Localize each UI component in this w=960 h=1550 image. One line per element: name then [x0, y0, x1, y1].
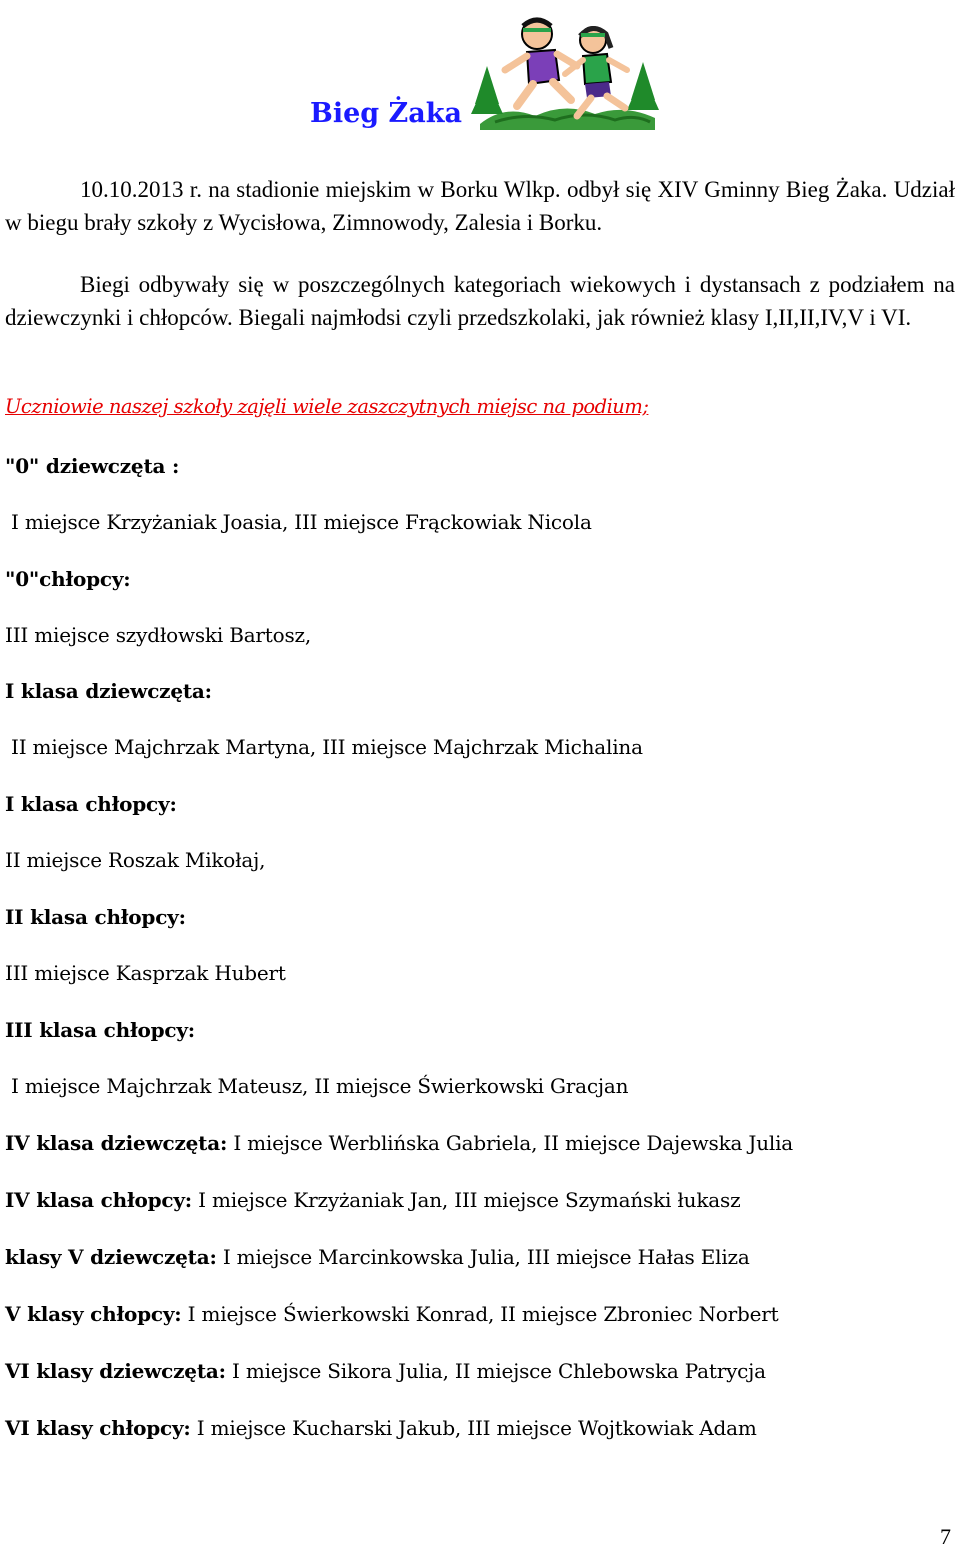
result-text: II miejsce Roszak Mikołaj, [5, 848, 266, 872]
result-text: I miejsce Sikora Julia, II miejsce Chlebowska Patrycja [225, 1359, 766, 1383]
result-text: I miejsce Marcinkowska Julia, III miejsce Hałas Eliza [216, 1245, 750, 1269]
result-text: I miejsce Werblińska Gabriela, II miejsce Dajewska Julia [227, 1131, 794, 1155]
results-subheading: Uczniowie naszej szkoły zajęli wiele zaszczytnych miejsc na podium; [5, 395, 649, 418]
intro-paragraph-2: Biegi odbywały się w poszczególnych kategoriach wiekowych i dystansach z podziałem na dziewczynki i chłopców. Biegali najmłodsi czyli przedszkolaki, jak również klasy I,II,II,IV,V i VI. [5, 272, 955, 330]
result-line [5, 679, 212, 703]
category-label: IV klasa dziewczęta: [5, 1131, 228, 1155]
result-line [5, 1131, 793, 1155]
result-line [5, 1416, 757, 1440]
result-text: I miejsce Krzyżaniak Jan, III miejsce Szymański łukasz [191, 1188, 741, 1212]
result-line [5, 1302, 778, 1326]
result-line [5, 1018, 195, 1042]
result-line [11, 735, 643, 759]
result-text: III miejsce szydłowski Bartosz, [5, 623, 312, 647]
result-line [11, 1074, 628, 1098]
result-line [5, 1359, 766, 1383]
category-label: IV klasa chłopcy: [5, 1188, 192, 1212]
category-label: I klasa dziewczęta: [5, 679, 212, 703]
result-text: I miejsce Kucharski Jakub, III miejsce Wojtkowiak Adam [190, 1416, 757, 1440]
category-label: II klasa chłopcy: [5, 905, 186, 929]
category-label: klasy V dziewczęta: [5, 1245, 217, 1269]
result-text: I miejsce Krzyżaniak Joasia, III miejsce Frąckowiak Nicola [11, 510, 592, 534]
intro-section [5, 174, 955, 334]
result-text: II miejsce Majchrzak Martyna, III miejsce Majchrzak Michalina [11, 735, 643, 759]
result-line [5, 623, 311, 647]
result-line [5, 848, 265, 872]
result-line [5, 1245, 750, 1269]
intro-paragraph-1: 10.10.2013 r. na stadionie miejskim w Borku Wlkp. odbył się XIV Gminny Bieg Żaka. Udział w biegu brały szkoły z Wycisłowa, Zimnowody, Zalesia i Borku. [5, 177, 955, 235]
result-text: I miejsce Świerkowski Konrad, II miejsce Zbroniec Norbert [181, 1302, 779, 1326]
result-line [5, 905, 186, 929]
category-label: VI klasy dziewczęta: [5, 1359, 226, 1383]
category-label: "0"chłopcy: [5, 567, 131, 591]
category-label: VI klasy chłopcy: [5, 1416, 191, 1440]
runners-clipart [465, 4, 665, 134]
result-line [5, 567, 130, 591]
page-number: 7 [940, 1524, 951, 1549]
page-title: Bieg Żaka [310, 98, 462, 129]
result-line [5, 454, 179, 478]
result-line [5, 961, 286, 985]
category-label: V klasy chłopcy: [5, 1302, 182, 1326]
category-label: "0" dziewczęta : [5, 454, 180, 478]
result-line [11, 510, 592, 534]
result-text: III miejsce Kasprzak Hubert [5, 961, 286, 985]
result-line [5, 792, 177, 816]
category-label: III klasa chłopcy: [5, 1018, 195, 1042]
category-label: I klasa chłopcy: [5, 792, 177, 816]
result-line [5, 1188, 740, 1212]
result-text: I miejsce Majchrzak Mateusz, II miejsce Świerkowski Gracjan [11, 1074, 629, 1098]
